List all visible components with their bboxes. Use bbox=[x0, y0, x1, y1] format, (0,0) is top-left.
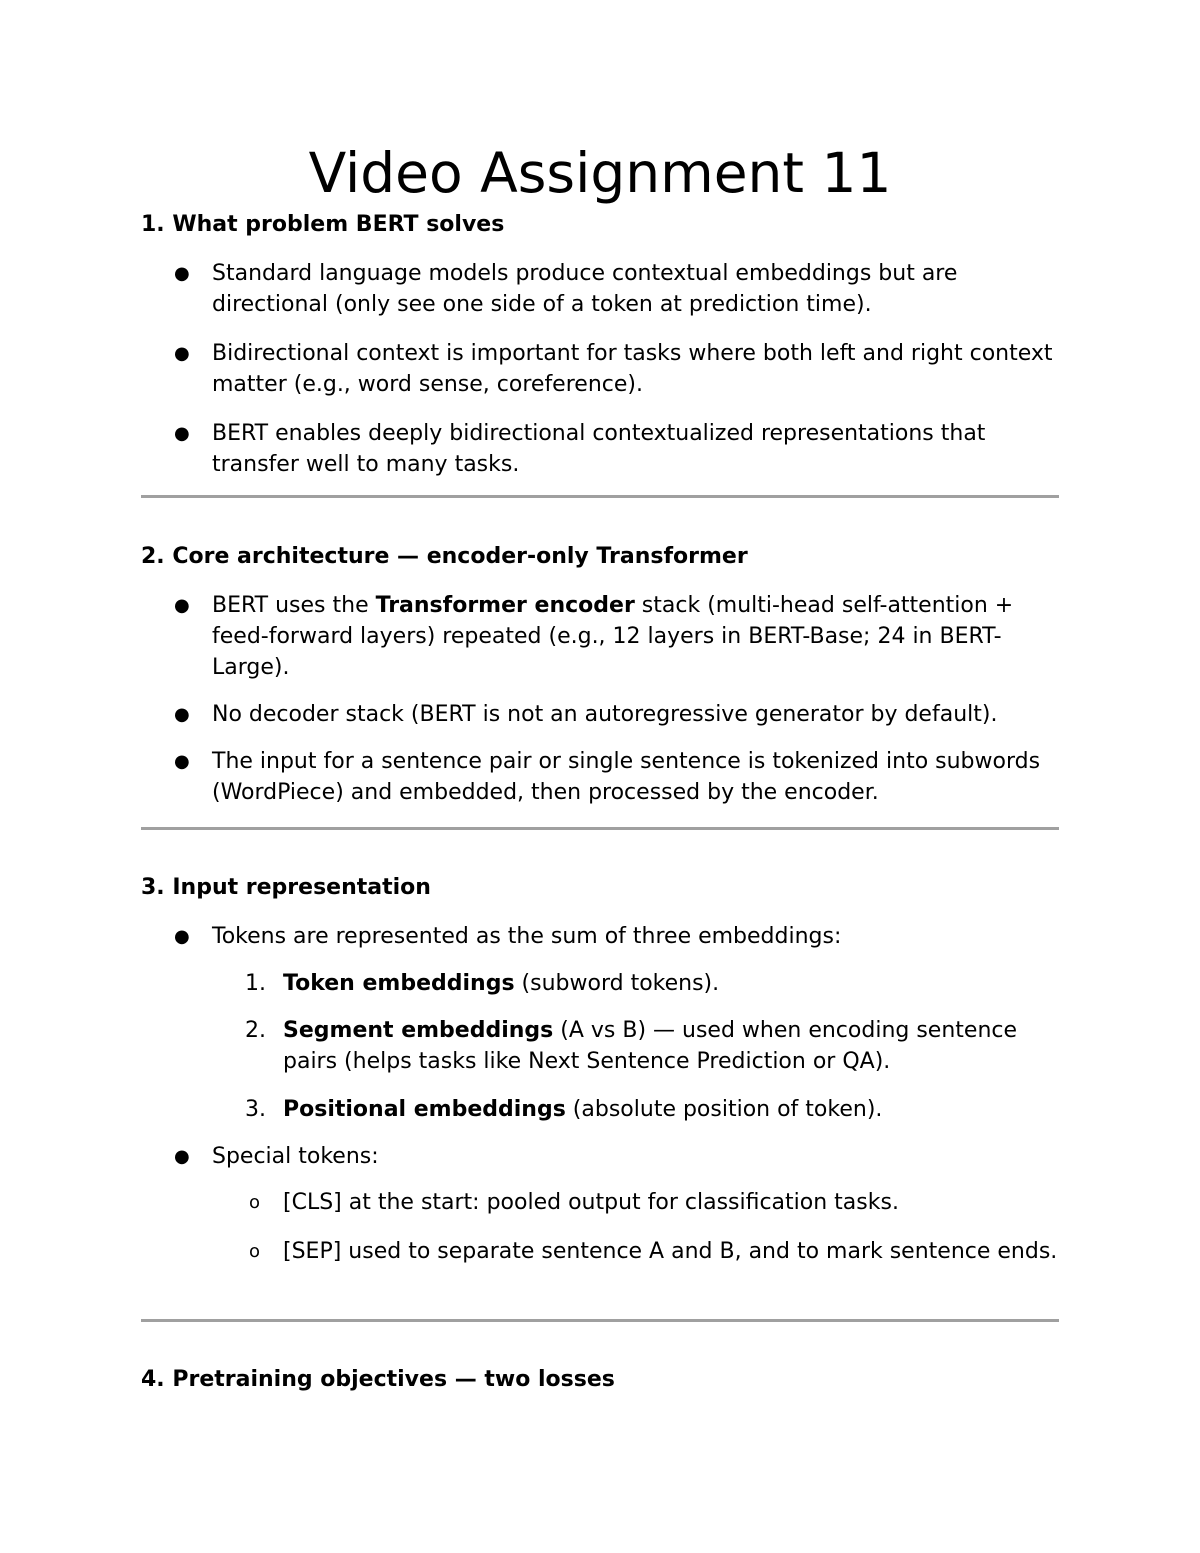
list-item bbox=[141, 590, 1061, 683]
section-number: 1. bbox=[141, 212, 165, 237]
section-heading bbox=[141, 874, 1061, 902]
section-core-architecture bbox=[141, 543, 1061, 808]
list-item bbox=[141, 921, 1061, 952]
bullet-icon: ● bbox=[174, 423, 190, 444]
list-item bbox=[141, 418, 1061, 480]
list-item-text: The input for a sentence pair or single sentence is tokenized into subwords (WordPiece) and embedded, then processed by the encoder. bbox=[212, 749, 1041, 805]
section-heading bbox=[141, 1366, 1061, 1394]
numbered-item bbox=[141, 1015, 1061, 1077]
bullet-icon: ● bbox=[174, 704, 190, 725]
section-heading bbox=[141, 211, 1061, 239]
list-item-text: BERT uses the bbox=[212, 593, 376, 618]
horizontal-divider bbox=[141, 1319, 1059, 1322]
list-item-text: (subword tokens). bbox=[514, 971, 720, 996]
item-number: 3. bbox=[245, 1097, 266, 1122]
section-what-problem bbox=[141, 211, 1061, 480]
list-item-text: Special tokens: bbox=[212, 1144, 379, 1169]
section-title: Input representation bbox=[172, 875, 431, 900]
list-item bbox=[141, 1141, 1061, 1172]
horizontal-divider bbox=[141, 827, 1059, 830]
sub-bullet-item bbox=[141, 1187, 1061, 1218]
section-title: Core architecture — encoder-only Transformer bbox=[172, 544, 748, 569]
emphasis-text: Token embeddings bbox=[283, 971, 515, 996]
bullet-icon: ● bbox=[174, 263, 190, 284]
hollow-bullet-icon: o bbox=[249, 1192, 261, 1213]
section-number: 4. bbox=[141, 1367, 165, 1392]
bullet-list bbox=[141, 1141, 1061, 1172]
list-item-text: stack (multi-head self-attention + feed-forward layers) repeated (e.g., 12 layers in BERT-Base; 24 in BERT-Large). bbox=[212, 593, 1014, 680]
section-number: 3. bbox=[141, 875, 165, 900]
sub-bullet-item bbox=[141, 1236, 1061, 1267]
list-item-text: Tokens are represented as the sum of three embeddings: bbox=[212, 924, 842, 949]
list-item-text: No decoder stack (BERT is not an autoregressive generator by default). bbox=[212, 702, 998, 727]
list-item bbox=[141, 258, 1061, 320]
list-item bbox=[141, 338, 1061, 400]
bullet-list bbox=[141, 258, 1061, 480]
emphasis-text: Positional embeddings bbox=[283, 1097, 566, 1122]
section-pretraining-objectives bbox=[141, 1366, 1061, 1394]
bullet-icon: ● bbox=[174, 926, 190, 947]
bullet-list bbox=[141, 921, 1061, 952]
item-number: 1. bbox=[245, 971, 266, 996]
emphasis-text: Transformer encoder bbox=[375, 593, 635, 618]
list-item-text: BERT enables deeply bidirectional contextualized representations that transfer well to many tasks. bbox=[212, 421, 986, 477]
section-input-representation bbox=[141, 874, 1061, 1267]
bullet-icon: ● bbox=[174, 751, 190, 772]
section-title: What problem BERT solves bbox=[172, 212, 505, 237]
bullet-icon: ● bbox=[174, 343, 190, 364]
list-item-text: [SEP] used to separate sentence A and B, and to mark sentence ends. bbox=[283, 1239, 1058, 1264]
page-title: Video Assignment 11 bbox=[308, 141, 892, 205]
item-number: 2. bbox=[245, 1018, 266, 1043]
horizontal-divider bbox=[141, 495, 1059, 498]
numbered-item bbox=[141, 1094, 1061, 1125]
list-item-text: (absolute position of token). bbox=[565, 1097, 883, 1122]
section-number: 2. bbox=[141, 544, 165, 569]
list-item-text: [CLS] at the start: pooled output for classification tasks. bbox=[283, 1190, 899, 1215]
emphasis-text: Segment embeddings bbox=[283, 1018, 554, 1043]
bullet-icon: ● bbox=[174, 1146, 190, 1167]
section-title: Pretraining objectives — two losses bbox=[172, 1367, 615, 1392]
list-item bbox=[141, 746, 1061, 808]
list-item bbox=[141, 699, 1061, 730]
list-item-text: Bidirectional context is important for tasks where both left and right context matter (e.g., word sense, coreference). bbox=[212, 341, 1053, 397]
section-heading bbox=[141, 543, 1061, 571]
numbered-item bbox=[141, 968, 1061, 999]
hollow-bullet-icon: o bbox=[249, 1241, 261, 1262]
bullet-icon: ● bbox=[174, 595, 190, 616]
list-item-text: (A vs B) — used when encoding sentence pairs (helps tasks like Next Sentence Prediction or QA). bbox=[283, 1018, 1018, 1074]
list-item-text: Standard language models produce contextual embeddings but are directional (only see one side of a token at prediction time). bbox=[212, 261, 958, 317]
bullet-list bbox=[141, 590, 1061, 808]
